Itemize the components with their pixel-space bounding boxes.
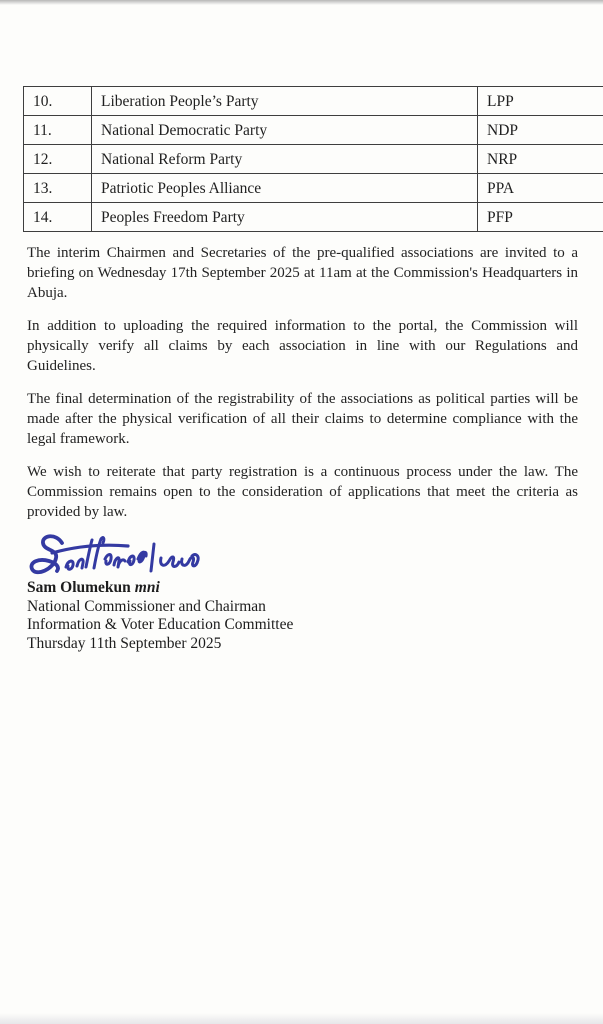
- party-name: Liberation People’s Party: [92, 87, 478, 116]
- party-table: [23, 86, 603, 232]
- paragraph-verification: In addition to uploading the required information to the portal, the Commission will physically verify all claims by each association in line with our Regulations and Guidelines.: [27, 318, 578, 374]
- signature-strokes: [31, 536, 198, 572]
- party-name: Patriotic Peoples Alliance: [92, 174, 478, 203]
- signature-image: [22, 527, 200, 583]
- paragraph-determination: The final determination of the registrability of the associations as political parties will be made after the physical verification of all their claims to determine compliance with the legal framework.: [27, 391, 578, 447]
- table-row: [24, 145, 603, 174]
- party-acronym: LPP: [478, 87, 603, 116]
- row-number: 10.: [24, 87, 92, 116]
- party-name: National Democratic Party: [92, 116, 478, 145]
- row-number: 14.: [24, 203, 92, 232]
- table-row: [24, 203, 603, 232]
- paragraph-reiteration: We wish to reiterate that party registration is a continuous process under the law. The Commission remains open to the consideration of applications that meet the criteria as provided by law.: [27, 464, 578, 520]
- party-name: National Reform Party: [92, 145, 478, 174]
- signatory-role: National Commissioner and Chairman: [27, 597, 266, 615]
- signatory-name: [27, 579, 293, 598]
- row-number: 11.: [24, 116, 92, 145]
- table-row: [24, 174, 603, 203]
- party-acronym: NDP: [478, 116, 603, 145]
- signatory-block: [27, 579, 293, 653]
- signatory-name-text: Sam Olumekun: [27, 579, 131, 596]
- table-row: [24, 87, 603, 116]
- table-row: [24, 116, 603, 145]
- signatory-date: Thursday 11th September 2025: [27, 634, 222, 652]
- party-name: Peoples Freedom Party: [92, 203, 478, 232]
- row-number: 12.: [24, 145, 92, 174]
- row-number: 13.: [24, 174, 92, 203]
- signatory-committee: Information & Voter Education Committee: [27, 616, 294, 633]
- signatory-suffix: mni: [134, 579, 160, 596]
- party-acronym: PFP: [478, 203, 603, 232]
- paragraph-briefing: The interim Chairmen and Secretaries of the pre-qualified associations are invited to a briefing on Wednesday 17th September 2025 at 11am at the Commission's Headquarters in Abuja.: [27, 245, 578, 301]
- party-acronym: NRP: [478, 145, 603, 174]
- photo-top-edge: [0, 0, 603, 5]
- photo-bottom-edge: [0, 1013, 603, 1024]
- party-acronym: PPA: [478, 174, 603, 203]
- letter-body: [27, 243, 578, 535]
